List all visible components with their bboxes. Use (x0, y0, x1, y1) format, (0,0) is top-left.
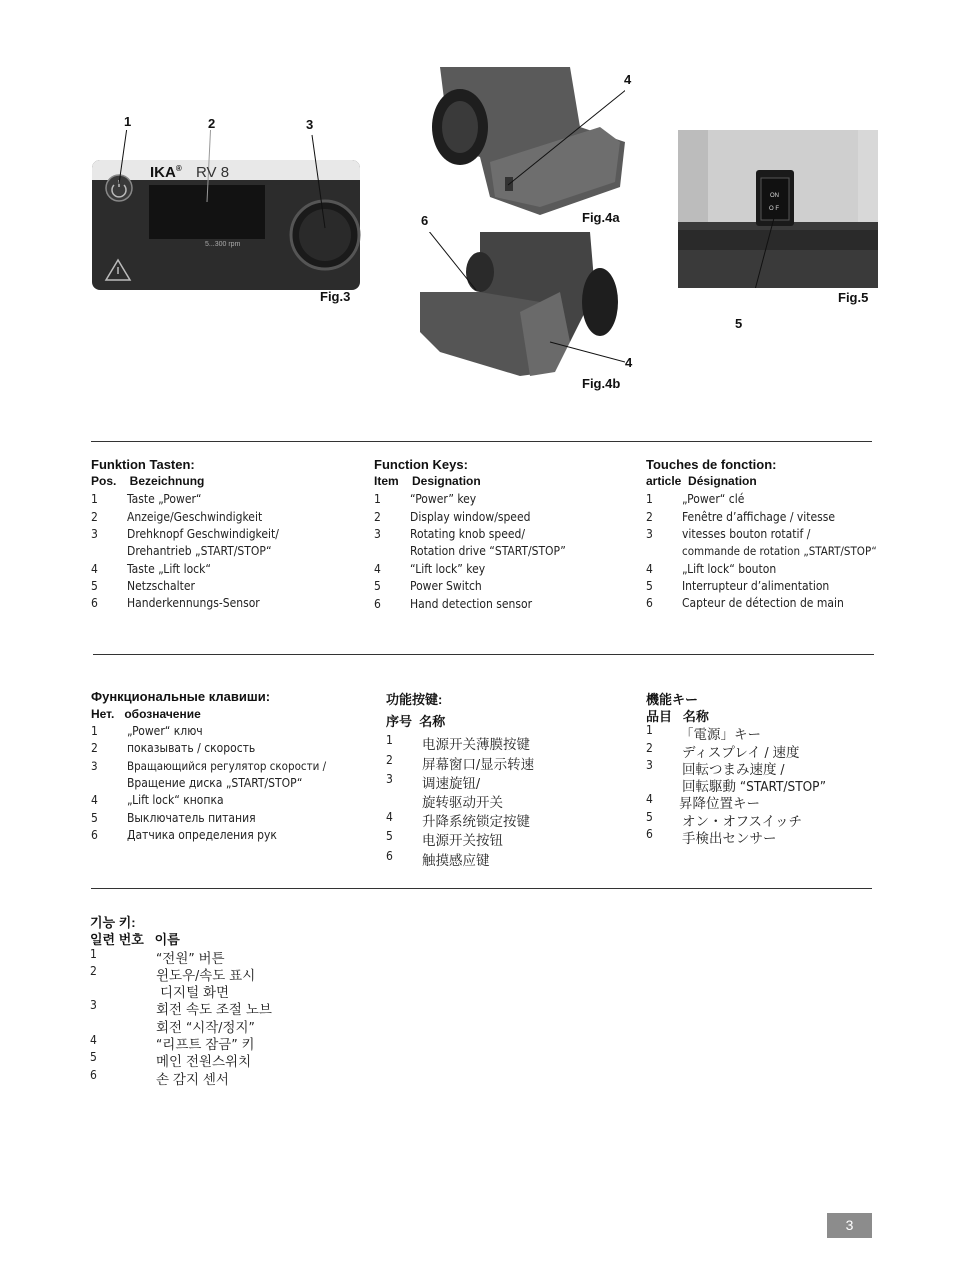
callout-6: 6 (421, 213, 429, 228)
section-title: Funktion Tasten: (91, 457, 195, 472)
control-panel-illustration (92, 130, 362, 290)
model-name: RV 8 (196, 164, 230, 181)
page-number: 3 (827, 1213, 872, 1238)
lift-device-top-illustration (420, 67, 625, 215)
divider-2 (93, 654, 874, 655)
brand-logo (150, 164, 182, 181)
fig5-caption: Fig.5 (838, 290, 869, 305)
callout-2: 2 (208, 116, 216, 131)
section-header: Нет. обозначение (91, 707, 201, 721)
section-title: 機能キー (646, 692, 699, 707)
callout-1: 1 (124, 114, 132, 129)
section-title: 功能按键: (386, 692, 443, 707)
callout-3: 3 (306, 117, 314, 132)
switch-off-label: O F (769, 206, 779, 212)
section-header: article Désignation (646, 474, 757, 488)
callout-4a: 4 (624, 72, 632, 87)
section-header: 序号 名称 (386, 714, 446, 729)
registered-mark: ® (175, 164, 182, 173)
callout-4b: 4 (625, 355, 633, 370)
section-title: Touches de fonction: (646, 457, 777, 472)
section-header: Item Designation (374, 474, 481, 488)
fig3-caption: Fig.3 (320, 289, 351, 304)
section-title: 기능 키: (90, 915, 136, 930)
divider-1 (91, 441, 872, 442)
fig4a-caption: Fig.4a (582, 210, 620, 225)
section-header: 일련 번호 이름 (90, 932, 180, 947)
callout-5: 5 (735, 316, 743, 331)
speed-range-label: 5...300 rpm (205, 241, 241, 248)
section-title: Function Keys: (374, 457, 468, 472)
fig4b-caption: Fig.4b (582, 376, 621, 391)
section-header: 品目 名称 (646, 709, 709, 724)
section-title: Функциональные клавиши: (91, 689, 271, 704)
divider-3 (91, 888, 872, 889)
brand-text: IKA (150, 164, 176, 181)
switch-on-label: ON (770, 193, 779, 199)
lift-device-bottom-illustration (420, 232, 625, 376)
section-header: Pos. Bezeichnung (91, 474, 205, 488)
